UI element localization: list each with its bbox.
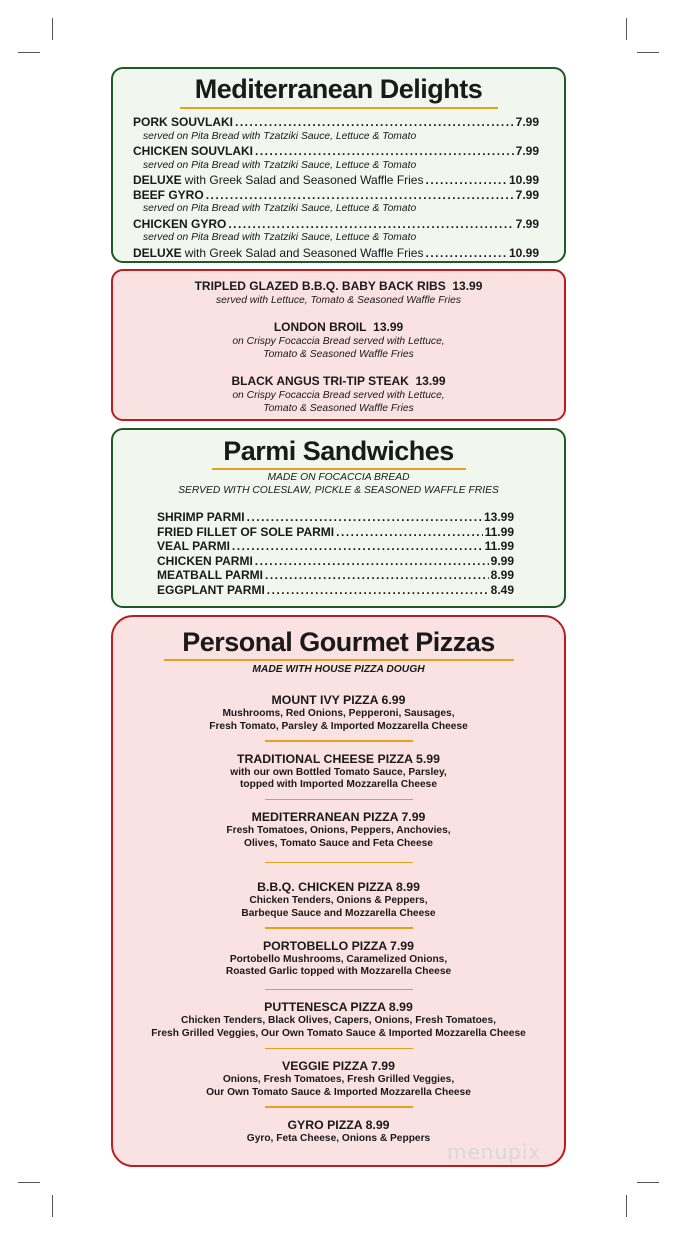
menu-item-desc: served on Pita Bread with Tzatziki Sauce, Lettuce & Tomato [143, 130, 417, 142]
pizza-item [113, 939, 564, 979]
special-item: BLACK ANGUS TRI-TIP STEAK 13.99 [231, 374, 446, 388]
special-item: LONDON BROIL 13.99 [273, 320, 404, 334]
pizzas-title: Personal Gourmet Pizzas [182, 627, 495, 657]
watermark: menupix [447, 1140, 542, 1164]
pizza-name: TRADITIONAL CHEESE PIZZA 5.99 [237, 751, 440, 766]
parmi-title: Parmi Sandwiches [223, 436, 454, 466]
pizza-desc: Barbeque Sauce and Mozzarella Cheese [241, 907, 436, 919]
crop-mark [18, 52, 40, 53]
crop-mark [626, 18, 627, 40]
menu-item: VEAL PARMI ..... 11.99 [157, 539, 514, 554]
pizza-name: MEDITERRANEAN PIZZA 7.99 [251, 810, 426, 825]
crop-mark [52, 18, 53, 40]
pizza-name: PORTOBELLO PIZZA 7.99 [262, 938, 414, 953]
pizza-item [113, 810, 564, 850]
pizza-item [113, 693, 564, 733]
parmi-list [113, 497, 564, 598]
mediterranean-title: Mediterranean Delights [194, 74, 483, 104]
special-item: TRIPLED GLAZED B.B.Q. BABY BACK RIBS 13.99 [194, 279, 483, 293]
pizzas-subtitle: MADE WITH HOUSE PIZZA DOUGH [252, 664, 425, 675]
parmi-note: SERVED WITH COLESLAW, PICKLE & SEASONED WAFFLE FRIES [178, 485, 499, 496]
menu-item: SHRIMP PARMI ..... 13.99 [157, 510, 514, 525]
mediterranean-list [113, 109, 564, 260]
pizza-desc: Chicken Tenders, Black Olives, Capers, Onions, Fresh Tomatoes, [181, 1015, 496, 1027]
title-underline [164, 659, 514, 661]
special-desc: served with Lettuce, Tomato & Seasoned Waffle Fries [216, 295, 461, 306]
menu-item: DELUXE with Greek Salad and Seasoned Waffle Fries ..... 10.99 [133, 246, 539, 261]
parmi-note: MADE ON FOCACCIA BREAD [267, 472, 410, 483]
menu-item: BEEF GYRO ..... 7.99 [133, 188, 539, 203]
separator [265, 740, 413, 742]
parmi-section [111, 428, 566, 608]
separator [265, 927, 413, 929]
pizza-desc: Roasted Garlic topped with Mozzarella Cheese [225, 966, 452, 978]
separator [265, 1106, 413, 1108]
pizza-name: GYRO PIZZA 8.99 [287, 1117, 390, 1132]
title-underline [212, 468, 466, 470]
pizza-desc: Fresh Tomato, Parsley & Imported Mozzarella Cheese [209, 720, 468, 732]
pizza-item [113, 880, 564, 920]
pizza-desc: Olives, Tomato Sauce and Feta Cheese [244, 837, 433, 849]
menu-item: MEATBALL PARMI ..... 8.99 [157, 568, 514, 583]
pizza-name: VEGGIE PIZZA 7.99 [282, 1059, 395, 1074]
menu-item: CHICKEN PARMI ..... 9.99 [157, 554, 514, 569]
menu-item: FRIED FILLET OF SOLE PARMI ..... 11.99 [157, 525, 514, 540]
pizza-item [113, 752, 564, 792]
pizza-desc: Fresh Grilled Veggies, Our Own Tomato Sauce & Imported Mozzarella Cheese [151, 1028, 526, 1040]
special-desc: on Crispy Focaccia Bread served with Lettuce, [232, 336, 445, 347]
special-desc: Tomato & Seasoned Waffle Fries [263, 349, 414, 360]
menu-item: EGGPLANT PARMI ..... 8.49 [157, 583, 514, 598]
crop-mark [18, 1182, 40, 1183]
menu-item-desc: served on Pita Bread with Tzatziki Sauce, Lettuce & Tomato [143, 232, 417, 244]
special-desc: Tomato & Seasoned Waffle Fries [263, 403, 414, 414]
special-desc: on Crispy Focaccia Bread served with Lettuce, [232, 390, 445, 401]
pizza-desc: Chicken Tenders, Onions & Peppers, [249, 895, 428, 907]
separator [265, 989, 413, 991]
crop-mark [637, 52, 659, 53]
pizza-name: B.B.Q. CHICKEN PIZZA 8.99 [257, 880, 420, 895]
crop-mark [626, 1195, 627, 1217]
pizza-desc: Fresh Tomatoes, Onions, Peppers, Anchovies, [226, 825, 451, 837]
pizza-desc: Onions, Fresh Tomatoes, Fresh Grilled Veggies, [222, 1074, 455, 1086]
pizza-item [113, 1000, 564, 1040]
pizzas-section [111, 615, 566, 1167]
menu-item: CHICKEN SOUVLAKI ..... 7.99 [133, 144, 539, 159]
pizza-item [113, 1059, 564, 1099]
pizza-desc: with our own Bottled Tomato Sauce, Parsley, [230, 766, 447, 778]
menu-item: CHICKEN GYRO ..... 7.99 [133, 217, 539, 232]
pizza-desc: Portobello Mushrooms, Caramelized Onions, [229, 953, 448, 965]
specials-section [111, 269, 566, 421]
crop-mark [637, 1182, 659, 1183]
pizza-desc: Mushrooms, Red Onions, Pepperoni, Sausages, [222, 708, 455, 719]
mediterranean-section [111, 67, 566, 263]
menu-item: PORK SOUVLAKI ..... 7.99 [133, 115, 539, 130]
crop-mark [52, 1195, 53, 1217]
separator [265, 1048, 413, 1050]
separator [265, 799, 413, 801]
pizza-name: MOUNT IVY PIZZA 6.99 [271, 693, 406, 707]
separator [265, 862, 413, 864]
menu-item-desc: served on Pita Bread with Tzatziki Sauce, Lettuce & Tomato [143, 159, 417, 171]
menu-item-desc: served on Pita Bread with Tzatziki Sauce, Lettuce & Tomato [143, 203, 417, 215]
pizza-desc: topped with Imported Mozzarella Cheese [240, 779, 437, 791]
pizza-name: PUTTENESCA PIZZA 8.99 [264, 1000, 413, 1015]
pizza-desc: Gyro, Feta Cheese, Onions & Peppers [246, 1132, 431, 1144]
pizza-desc: Our Own Tomato Sauce & Imported Mozzarella Cheese [206, 1086, 471, 1098]
menu-item: DELUXE with Greek Salad and Seasoned Waffle Fries ..... 10.99 [133, 173, 539, 188]
